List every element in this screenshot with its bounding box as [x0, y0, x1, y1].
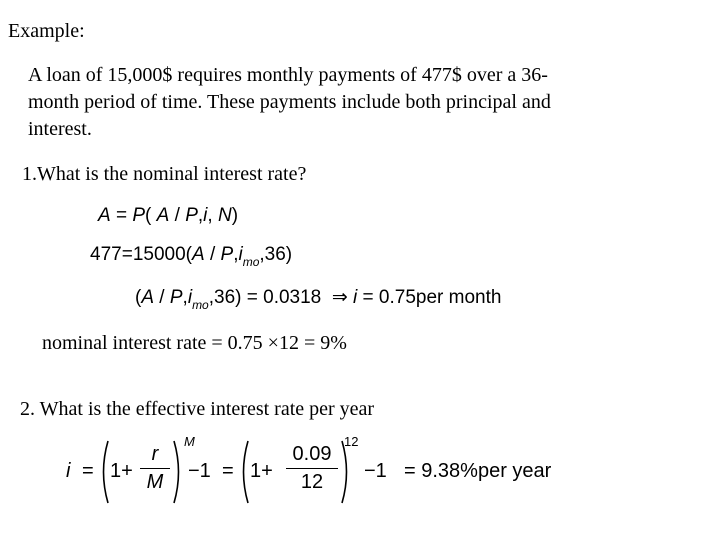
left-paren-2-icon [238, 440, 250, 504]
fraction-denominator-periods: 12 [300, 471, 324, 493]
right-paren-2-icon [340, 440, 352, 504]
problem-line-2: month period of time. These payments include both principal and [28, 91, 551, 113]
question-2: 2. What is the effective interest rate per year [20, 398, 375, 420]
nominal-rate-answer: nominal interest rate = 0.75 ×12 = 9% [42, 332, 347, 354]
problem-line-1: A loan of 15,000$ requires monthly payments of 477$ over a 36- [28, 64, 548, 86]
heading: Example: [8, 20, 85, 42]
effective-rate-result [404, 460, 551, 483]
equation-3: $(A / P,i_{mo},36) = 0.0318$ ⇒ i = 0.75per month [135, 287, 502, 312]
fraction-bar-1 [140, 468, 170, 469]
effective-rate-unit: per year [477, 460, 552, 482]
fraction-bar-2 [286, 468, 338, 469]
left-paren-1-icon [98, 440, 110, 504]
problem-line-3: interest. [28, 118, 92, 140]
formula-one-plus-1: 1+ [110, 460, 133, 482]
implies-arrow-icon: ⇒ [331, 287, 348, 308]
effective-rate-value: = 9.38% [404, 460, 478, 482]
equation-1: A = P( A / P,i, N) [98, 205, 239, 226]
exponent-m: M [184, 434, 195, 449]
fraction-r-over-m [140, 443, 170, 494]
formula-one-plus-2: 1+ [250, 460, 273, 482]
right-paren-1-icon [172, 440, 184, 504]
fraction-denominator-m: M [146, 471, 164, 493]
fraction-numerator-r: r [151, 443, 159, 465]
fraction-numerator-rate: 0.09 [292, 443, 332, 465]
formula-equals-2: = [222, 460, 234, 482]
exponent-12: 12 [344, 434, 359, 449]
formula-minus-one-2: −1 [364, 460, 387, 482]
formula-lhs: i [66, 460, 71, 482]
fraction-rate-over-periods [286, 443, 338, 494]
question-1: 1.What is the nominal interest rate? [22, 163, 307, 185]
equation-2: $477=15000(A / P,i_{mo},36)$ [90, 244, 293, 269]
problem-statement [28, 62, 668, 143]
formula-minus-one-1: −1 [188, 460, 211, 482]
formula-equals-1: = [82, 460, 94, 482]
